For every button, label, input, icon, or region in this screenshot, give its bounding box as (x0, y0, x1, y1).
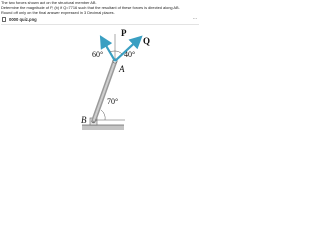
angle-arc-p (110, 51, 115, 52)
question-line-1: The two forces shown act on the structural member AB. (1, 0, 97, 5)
angle-member-label: 70° (107, 97, 119, 106)
problem-figure (0, 24, 200, 144)
force-q-label: Q (143, 36, 151, 46)
force-p-label: P (121, 28, 127, 38)
ground-base (82, 125, 124, 130)
question-line-3: Round off only on the final answer expressed in 3 Decimal places. (1, 10, 115, 16)
angle-arc-member (101, 110, 105, 120)
question-line-2: Determine the magnitude of P, (b) if Q=7716 such that the resultant of these forces is directed along AB. (1, 5, 180, 11)
file-icon (2, 17, 6, 22)
point-a-label: A (119, 64, 125, 74)
statics-diagram (0, 24, 200, 144)
angle-p-label: 60° (92, 50, 104, 59)
attachment-file-name[interactable]: 0000 quiz.png (9, 17, 37, 23)
point-b-label: B (81, 115, 87, 125)
member-ab-highlight (94, 61, 115, 120)
more-options-button[interactable]: ... (192, 15, 197, 21)
angle-arc-q (115, 51, 122, 54)
question-text (1, 0, 199, 16)
angle-q-label: 40° (124, 50, 136, 59)
